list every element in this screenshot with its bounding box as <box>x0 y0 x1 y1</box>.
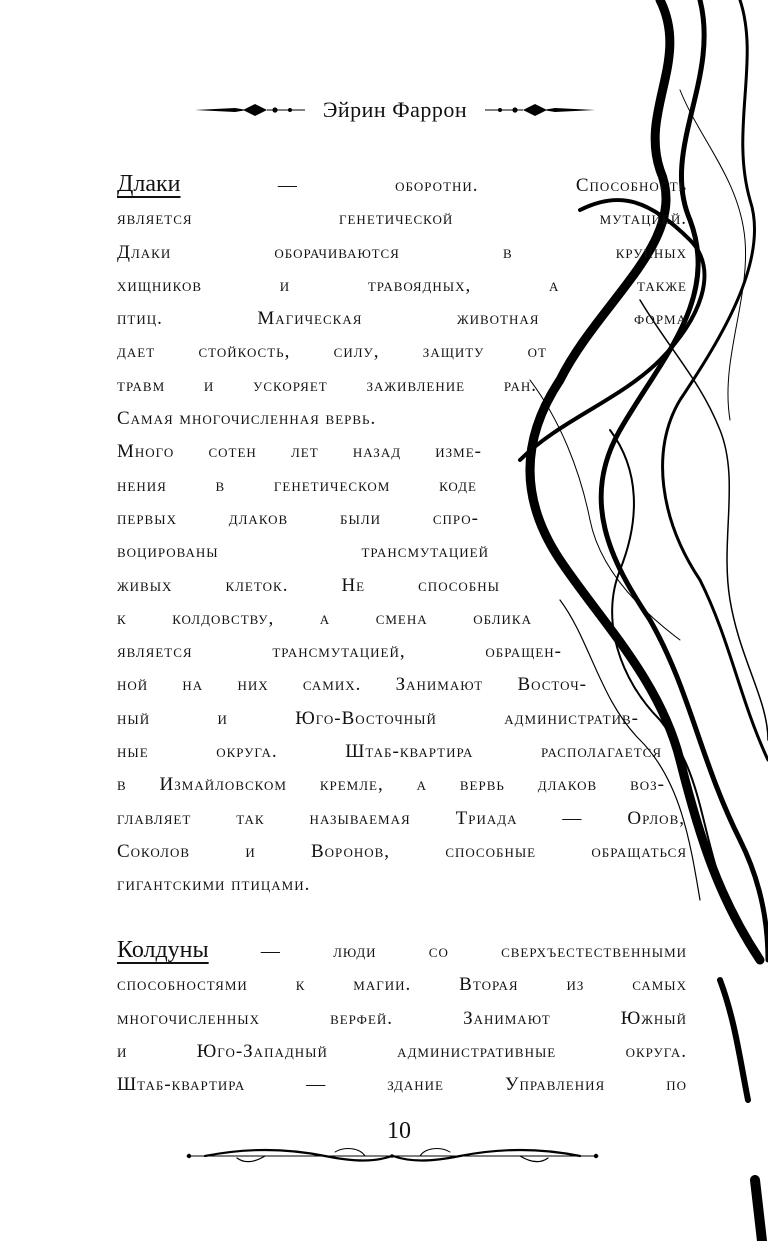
text-line: Колдуны — люди со сверхъестественными <box>117 937 688 963</box>
text-line: нения в генетическом коде <box>117 474 477 496</box>
text-line: Самая многочисленная вервь. <box>117 408 377 430</box>
glossary-entry-dlaki <box>117 168 687 902</box>
glossary-entry-kolduny <box>117 934 687 1101</box>
author-name: Эйрин Фаррон <box>322 97 468 122</box>
text-line: ной на них самих. Занимают Восточ- <box>117 674 587 696</box>
glossary-term: Колдуны <box>117 937 209 963</box>
text-line: является трансмутацией, обращен- <box>117 641 562 663</box>
text-line: способностями к магии. Вторая из самых <box>117 974 687 996</box>
text-line: ные округа. Штаб-квартира располагается <box>117 741 662 763</box>
text-line: дает стойкость, силу, защиту от <box>117 341 547 363</box>
text-line: главляет так называемая Триада — Орлов, <box>117 807 685 829</box>
text-line: и Юго-Западный административные округа. <box>117 1040 687 1062</box>
right-ornament-icon <box>485 102 595 118</box>
text-line: травм и ускоряет заживление ран. <box>117 374 537 396</box>
text-line: к колдовству, а смена облика <box>117 607 532 629</box>
text-line: воцированы трансмутацией <box>117 541 489 563</box>
text-line: Длаки оборачиваются в крупных <box>117 241 687 263</box>
text-line: Штаб-квартира — здание Управления по <box>117 1074 687 1096</box>
text-line: птиц. Магическая животная форма <box>117 308 687 330</box>
text-line: Соколов и Воронов, способные обращаться <box>117 840 687 862</box>
text-line: первых длаков были спро- <box>117 507 479 529</box>
text-line: является генетической мутацией. <box>117 208 687 230</box>
glossary-term: Длаки <box>117 171 181 197</box>
text-line: Много сотен лет назад изме- <box>117 441 482 463</box>
running-header <box>180 90 610 130</box>
page-number: 10 <box>387 1118 411 1144</box>
text-line: в Измайловском кремле, а вервь длаков воз- <box>117 774 665 796</box>
text-line: многочисленных верфей. Занимают Южный <box>117 1007 687 1029</box>
text-line: Длаки — оборотни. Способность <box>117 171 687 197</box>
text-line: хищников и травоядных, а также <box>117 274 687 296</box>
footer-flourish-icon <box>185 1140 600 1170</box>
text-line: живых клеток. Не способны <box>117 574 500 596</box>
left-ornament-icon <box>195 102 305 118</box>
text-line: ный и Юго-Восточный административ- <box>117 707 639 729</box>
text-line: гигантскими птицами. <box>117 874 311 896</box>
